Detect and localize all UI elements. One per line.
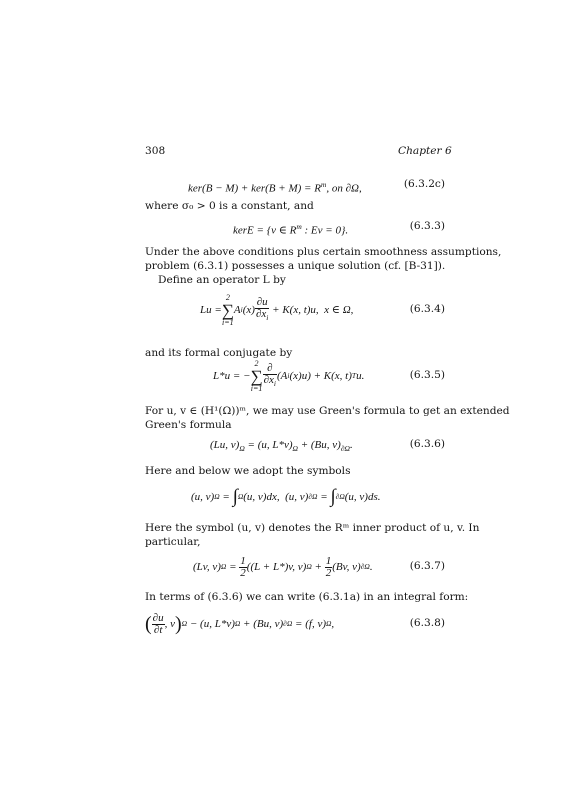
eq-part: (Bv, v) (332, 561, 361, 573)
paragraph-green-line1: For u, v ∈ (H¹(Ω))ᵐ, we may use Green's formula to get an extended (145, 405, 510, 417)
eq-tail: + K(x, t)u, x ∈ Ω, (269, 304, 354, 316)
summation-symbol (222, 294, 234, 327)
eq-part: , v (164, 618, 175, 630)
eq-text: ker(B − M) + ker(B + M) = R (188, 182, 321, 195)
sigma-glyph: ∑ (221, 300, 234, 320)
equation-6-3-8 (145, 609, 334, 639)
frac-denominator: ∂t (153, 623, 163, 636)
eq-tail2: (x)u) + K(x, t) (289, 370, 352, 382)
sum-upper: 2 (254, 358, 259, 368)
sum-lower: i=1 (222, 317, 234, 327)
equation-number-6-3-3: (6.3.3) (409, 220, 445, 232)
eq-part: = (f, v) (292, 618, 326, 630)
paragraph-integral-form: In terms of (6.3.6) we can write (6.3.1a) in an integral form: (145, 591, 469, 603)
eq-part: = (u, L*v) (244, 439, 293, 451)
fraction-one-half (325, 556, 333, 579)
text-sigma-constant: where σ₀ > 0 is a constant, and (145, 200, 314, 212)
eq-part: (Lv, v) (193, 561, 221, 573)
eq-part: = (317, 491, 331, 503)
paragraph-inner-product-line1: Here the symbol (u, v) denotes the Rᵐ inner product of u, v. In (145, 522, 480, 534)
eq-lhs: L*u = − (213, 370, 251, 382)
eq-tail: , on ∂Ω, (326, 182, 362, 195)
integral-sign: ∫ (330, 486, 336, 507)
eq-term-sub: i (240, 305, 243, 314)
paragraph-symbols: Here and below we adopt the symbols (145, 465, 351, 477)
eq-term-arg: (x) (242, 304, 255, 316)
frac-numerator: 1 (325, 554, 332, 567)
eq-part: (u, v)ds. (344, 491, 381, 503)
eq-sub: Ω (239, 444, 245, 454)
eq-part: + (Bu, v) (240, 618, 284, 630)
eq-part: , (331, 618, 335, 630)
equation-6-3-6 (210, 438, 353, 456)
equation-number-6-3-8: (6.3.8) (409, 617, 445, 629)
paragraph-conditions-line1: Under the above conditions plus certain smoothness assumptions, (145, 246, 502, 258)
eq-sub: Ω (181, 619, 188, 628)
summation-symbol (250, 360, 262, 393)
paragraph-green-line2: Green's formula (145, 419, 232, 431)
eq-part: = (226, 561, 240, 573)
eq-tail-sub: i (287, 371, 290, 380)
eq-lhs: Lu = (200, 304, 222, 316)
eq-sub: Ω (292, 444, 298, 454)
frac-numerator: ∂u (256, 295, 268, 308)
eq-tail: (A (277, 370, 288, 382)
frac-denominator (263, 375, 277, 389)
paren-open: ( (145, 613, 152, 635)
paragraph-define-operator: Define an operator L by (158, 274, 286, 286)
equation-6-3-2c (188, 178, 362, 196)
frac-numerator: ∂ (263, 363, 277, 375)
eq-part: + (311, 561, 325, 573)
eq-sup: m (320, 180, 327, 189)
eq-sub: Ω (325, 619, 332, 628)
eq-part: (Lu, v) (210, 439, 240, 451)
eq-sup: T (351, 371, 357, 380)
equation-number-6-3-7: (6.3.7) (409, 560, 445, 572)
frac-numerator: 1 (240, 554, 246, 567)
eq-sub: Ω (234, 619, 241, 628)
eq-tail3: u. (356, 370, 365, 382)
equation-6-3-7 (193, 552, 373, 582)
eq-sub: ∂Ω (340, 444, 350, 454)
frac-denominator (255, 309, 269, 323)
equation-6-3-4 (200, 293, 353, 327)
chapter-label: Chapter 6 (398, 145, 452, 157)
den-sub: i (273, 379, 277, 389)
page-number: 308 (145, 145, 166, 157)
integral-domain: Ω (237, 492, 244, 501)
den-text: ∂x (255, 307, 267, 320)
eq-part: (u, v)dx, (u, v) (243, 491, 309, 503)
eq-part: . (349, 439, 353, 451)
fraction-du-dt (152, 613, 165, 636)
integral-sign: ∫ (232, 486, 238, 507)
equation-number-6-3-2c: (6.3.2c) (403, 178, 445, 190)
eq-sub: ∂Ω (308, 492, 318, 501)
integral-domain: ∂Ω (335, 492, 345, 501)
fraction-du-dxi (255, 297, 269, 323)
eq-part: = (219, 491, 233, 503)
eq-sup: m (296, 222, 302, 231)
eq-part: + (Bu, v) (297, 439, 341, 451)
frac-denominator: 2 (325, 566, 332, 579)
eq-sub: Ω (214, 492, 220, 501)
equation-6-3-3 (233, 220, 348, 238)
equation-number-6-3-5: (6.3.5) (409, 369, 445, 381)
eq-tail: : Ev = 0}. (301, 224, 349, 237)
paragraph-inner-product-line2: particular, (145, 536, 201, 548)
eq-part: ((L + L*)v, v) (246, 561, 307, 573)
paragraph-formal-conjugate: and its formal conjugate by (145, 347, 293, 359)
eq-part: (u, v) (191, 491, 215, 503)
eq-term: A (233, 304, 241, 316)
sum-lower: i=1 (250, 383, 263, 393)
equation-inner-products (191, 484, 381, 510)
eq-sub: Ω (306, 562, 312, 571)
fraction-one-half (239, 556, 247, 579)
eq-sub: ∂Ω (283, 619, 293, 628)
equation-number-6-3-6: (6.3.6) (409, 438, 445, 450)
eq-part: . (369, 561, 373, 573)
den-text: ∂x (263, 373, 274, 386)
paragraph-conditions-line2: problem (6.3.1) possesses a unique solution (cf. [B-31]). (145, 260, 446, 272)
eq-sub: ∂Ω (360, 562, 370, 571)
sigma-glyph: ∑ (250, 366, 263, 386)
eq-sub: Ω (220, 562, 227, 571)
frac-numerator: ∂u (152, 611, 164, 624)
sum-upper: 2 (225, 292, 230, 302)
eq-part: − (u, L*v) (187, 618, 235, 630)
eq-text: kerE = {v ∈ R (233, 224, 297, 237)
den-sub: i (266, 313, 269, 323)
fraction-d-dxi (263, 363, 277, 389)
equation-6-3-5 (213, 359, 364, 393)
equation-number-6-3-4: (6.3.4) (409, 303, 445, 315)
frac-denominator: 2 (240, 566, 246, 579)
paren-close: ) (175, 613, 182, 635)
